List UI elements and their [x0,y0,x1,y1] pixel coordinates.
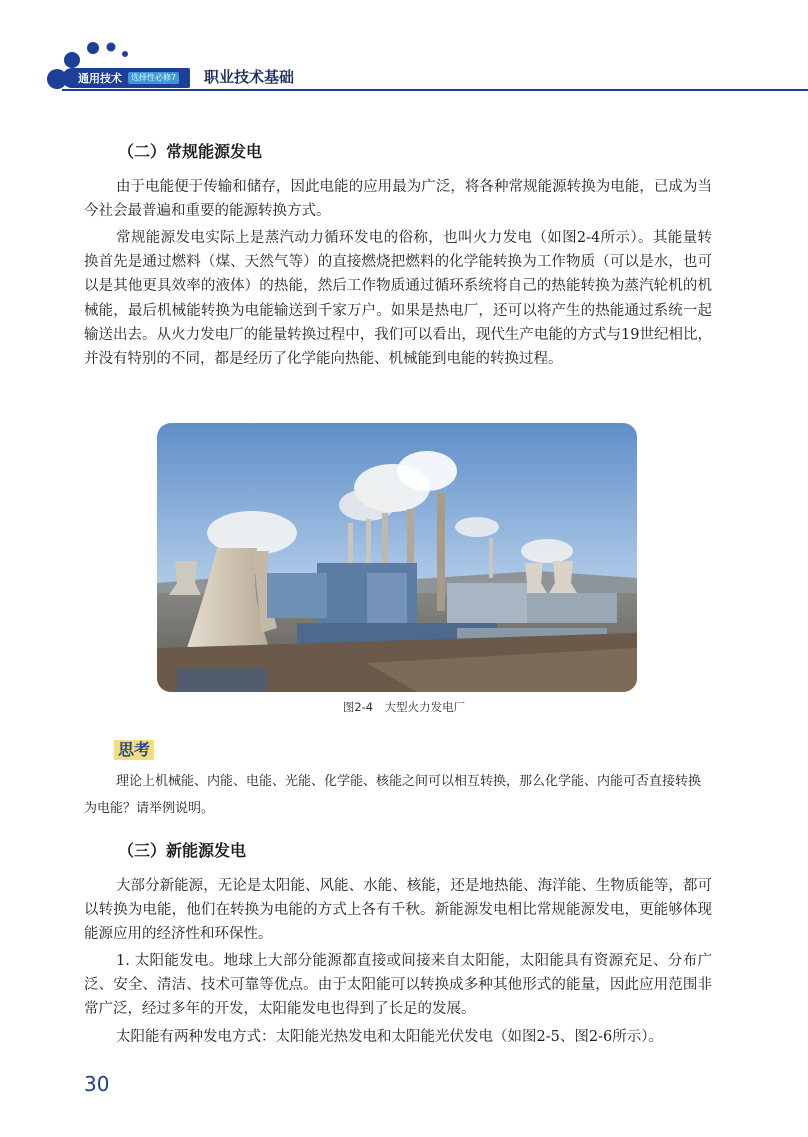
header-rule [62,89,808,91]
section-heading-conventional: （二）常规能源发电 [118,142,263,161]
paragraph: 常规能源发电实际上是蒸汽动力循环发电的俗称，也叫火力发电（如图2-4所示）。其能量转换首先是通过燃料（煤、天然气等）的直接燃烧把燃料的化学能转换为工作物质（可以是水，也可以是其他更具效率的液体）的热能，然后工作物质通过循环系统将自己的热能转换为蒸汽轮机的机械能，最后机械能转换为电能输送到千家万户。如果是热电厂，还可以将产生的热能通过系统一起输送出去。从火力发电厂的能量转换过程中，我们可以看出，现代生产电能的方式与19世纪相比，并没有特别的不同，都是经历了化学能向热能、机械能到电能的转换过程。 [84,230,712,368]
section-heading-new-energy: （三）新能源发电 [118,841,247,860]
page-number: 30 [84,1072,110,1096]
power-plant-photo [157,423,637,692]
header-book-title: 职业技术基础 [204,68,295,86]
paragraph: 大部分新能源，无论是太阳能、风能、水能、核能，还是地热能、海洋能、生物质能等，都可以转换为电能，他们在转换为电能的方式上各有千秋。新能源发电相比常规能源发电，更能够体现能源应用的经济性和环保性。 [84,878,712,943]
paragraph: 1. 太阳能发电。地球上大部分能源都直接或间接来自太阳能，太阳能具有资源充足、分布广泛、安全、清洁、技术可靠等优点。由于太阳能可以转换成多种其他形式的能量，因此应用范围非常广泛，经过多年的开发，太阳能发电也得到了长足的发展。 [84,953,712,1018]
think-question: 理论上机械能、内能、电能、光能、化学能、核能之间可以相互转换，那么化学能、内能可否直接转换为电能？请举例说明。 [84,774,702,816]
think-label: 思考 [114,740,154,760]
header-badge: 选择性必修7 [128,72,179,84]
figure-caption: 图2-4 大型火力发电厂 [342,700,466,714]
header-series: 通用技术 [78,72,122,85]
paragraph: 由于电能便于传输和储存，因此电能的应用最为广泛，将各种常规能源转换为电能，已成为当今社会最普遍和重要的能源转换方式。 [84,179,712,220]
header-series-band [62,68,190,88]
paragraph: 太阳能有两种发电方式：太阳能光热发电和太阳能光伏发电（如图2-5、图2-6所示）。 [116,1029,663,1045]
